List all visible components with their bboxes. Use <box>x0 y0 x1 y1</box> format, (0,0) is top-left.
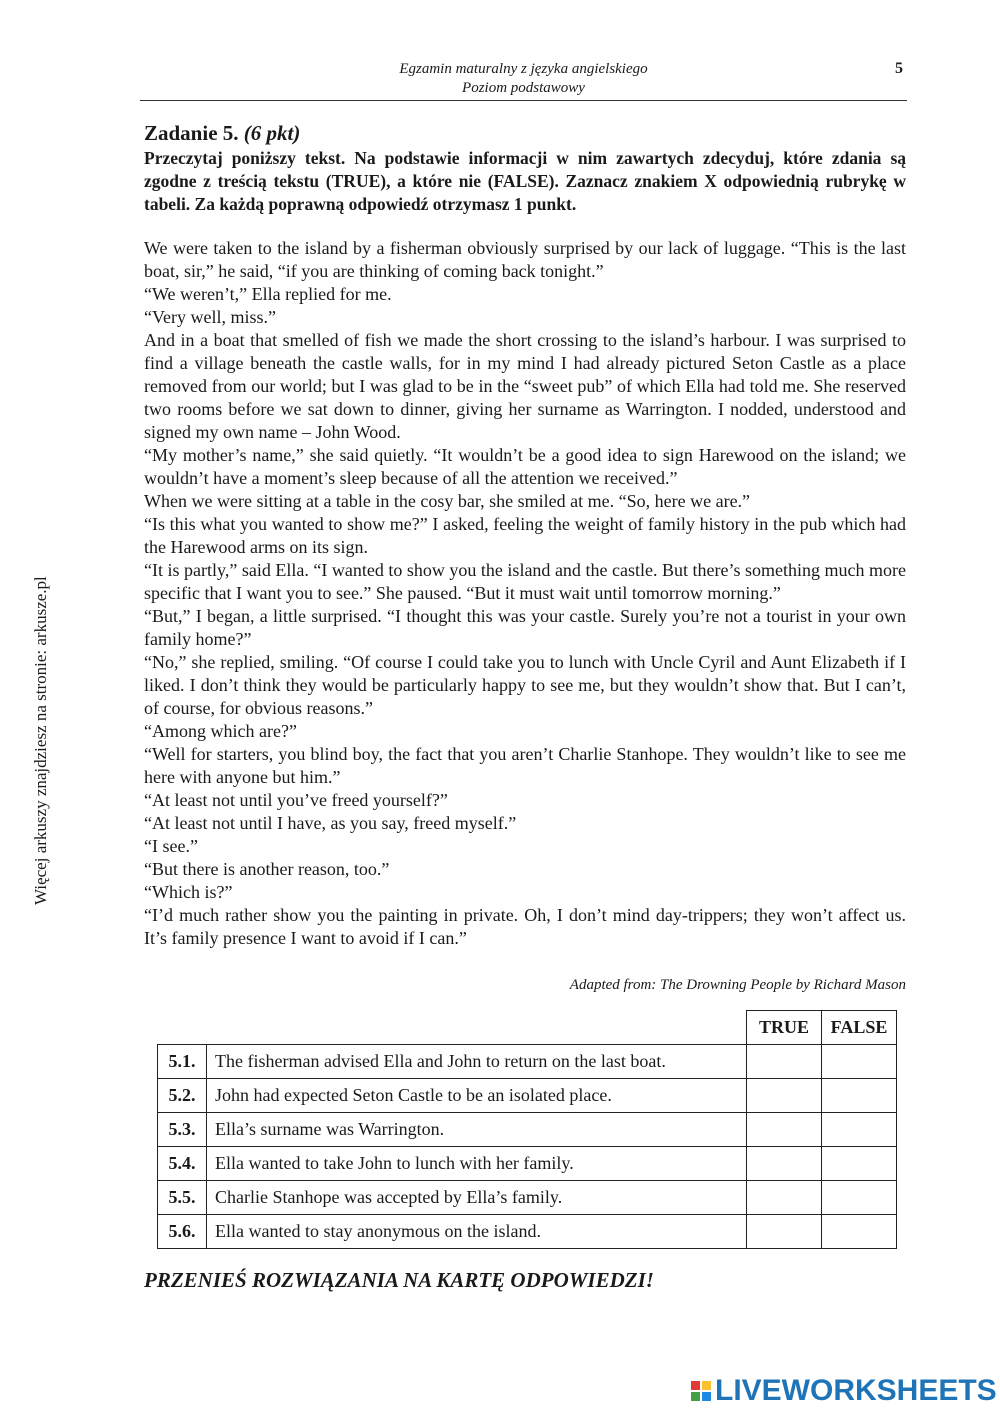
statement-text: Charlie Stanhope was accepted by Ella’s family. <box>207 1181 747 1215</box>
logo-block <box>691 1381 700 1390</box>
passage-paragraph: “I’d much rather show you the painting in private. Oh, I don’t mind day-trippers; they won’t affect us. It’s family presence I want to avoid if I can.” <box>144 905 906 948</box>
statement-number: 5.2. <box>158 1079 207 1113</box>
logo-block <box>702 1381 711 1390</box>
passage-paragraph: “It is partly,” said Ella. “I wanted to show you the island and the castle. But there’s something much more specific that I want you to see.” She paused. “But it must wait until tomorrow morning.” <box>144 560 906 603</box>
statement-number: 5.6. <box>158 1215 207 1249</box>
table-row <box>158 1215 897 1249</box>
passage-paragraph: “Well for starters, you blind boy, the fact that you aren’t Charlie Stanhope. They wouldn’t like to see me here with anyone but him.” <box>144 744 906 787</box>
task-points: (6 pkt) <box>243 121 301 145</box>
transfer-answers-note: PRZENIEŚ ROZWIĄZANIA NA KARTĘ ODPOWIEDZI! <box>144 1268 654 1292</box>
passage-paragraph: “But there is another reason, too.” <box>144 859 390 879</box>
false-answer-cell[interactable] <box>822 1113 897 1147</box>
task-title-text: Zadanie 5. <box>144 121 239 145</box>
passage-paragraph: And in a boat that smelled of fish we made the short crossing to the island’s harbour. I was surprised to find a village beneath the castle walls, for in my mind I had already pictured Seton Castle as a place removed from our world; but I was glad to be in the “sweet pub” of which Ella had told me. She reserved two rooms before we sat down to dinner, giving her surname as Warrington. I nodded, understood and signed my own name – John Wood. <box>144 330 906 442</box>
table-row <box>158 1045 897 1079</box>
passage-paragraph: “We weren’t,” Ella replied for me. <box>144 284 392 304</box>
side-note: Więcej arkuszy znajdziesz na stronie: arkusze.pl <box>31 576 50 905</box>
true-answer-cell[interactable] <box>747 1215 822 1249</box>
true-answer-cell[interactable] <box>747 1045 822 1079</box>
passage-paragraph: “But,” I began, a little surprised. “I thought this was your castle. Surely you’re not a tourist in your own family home?” <box>144 606 906 649</box>
table-header-row <box>158 1011 897 1045</box>
passage-paragraph: “At least not until I have, as you say, freed myself.” <box>144 813 517 833</box>
passage-paragraph: We were taken to the island by a fisherman obviously surprised by our lack of luggage. “This is the last boat, sir,” he said, “if you are thinking of coming back tonight.” <box>144 238 906 281</box>
table-row <box>158 1147 897 1181</box>
statement-text: John had expected Seton Castle to be an isolated place. <box>207 1079 747 1113</box>
false-answer-cell[interactable] <box>822 1215 897 1249</box>
task-instructions: Przeczytaj poniższy tekst. Na podstawie informacji w nim zawartych zdecyduj, które zdania są zgodne z treścią tekstu (TRUE), a które nie (FALSE). Zaznacz znakiem X odpowiednią rubrykę w tabeli. Za każdą poprawną odpowiedź otrzymasz 1 punkt. <box>144 148 906 214</box>
liveworksheets-logo[interactable] <box>691 1374 997 1408</box>
true-false-table <box>157 1010 897 1249</box>
passage-paragraph: When we were sitting at a table in the cosy bar, she smiled at me. “So, here we are.” <box>144 491 751 511</box>
source-citation: Adapted from: The Drowning People by Richard Mason <box>569 977 906 993</box>
true-answer-cell[interactable] <box>747 1079 822 1113</box>
passage-paragraph: “At least not until you’ve freed yourself?” <box>144 790 448 810</box>
false-answer-cell[interactable] <box>822 1181 897 1215</box>
passage-paragraph: “No,” she replied, smiling. “Of course I could take you to lunch with Uncle Cyril and Aunt Elizabeth if I liked. I don’t think they would be particularly happy to see me, but they wouldn’t show that. But I can’t, of course, for obvious reasons.” <box>144 652 906 718</box>
false-answer-cell[interactable] <box>822 1045 897 1079</box>
true-answer-cell[interactable] <box>747 1113 822 1147</box>
header-false: FALSE <box>822 1011 897 1045</box>
table-row <box>158 1079 897 1113</box>
statement-number: 5.5. <box>158 1181 207 1215</box>
header-true: TRUE <box>747 1011 822 1045</box>
true-answer-cell[interactable] <box>747 1181 822 1215</box>
statement-text: Ella wanted to stay anonymous on the island. <box>207 1215 747 1249</box>
statement-number: 5.4. <box>158 1147 207 1181</box>
statement-text: The fisherman advised Ella and John to return on the last boat. <box>207 1045 747 1079</box>
logo-block <box>691 1392 700 1401</box>
statement-number: 5.1. <box>158 1045 207 1079</box>
table-row <box>158 1181 897 1215</box>
exam-level: Poziom podstawowy <box>462 80 585 96</box>
exam-title: Egzamin maturalny z języka angielskiego <box>399 61 648 77</box>
task-title <box>144 121 300 146</box>
page-header <box>140 60 907 101</box>
table-row <box>158 1113 897 1147</box>
statement-text: Ella wanted to take John to lunch with her family. <box>207 1147 747 1181</box>
passage-paragraph: “Is this what you wanted to show me?” I asked, feeling the weight of family history in the pub which had the Harewood arms on its sign. <box>144 514 906 557</box>
logo-text: LIVEWORKSHEETS <box>715 1374 997 1407</box>
false-answer-cell[interactable] <box>822 1079 897 1113</box>
passage-paragraph: “Very well, miss.” <box>144 307 276 327</box>
passage-paragraph: “My mother’s name,” she said quietly. “It wouldn’t be a good idea to sign Harewood on the island; we wouldn’t have a moment’s sleep because of all the attention we received.” <box>144 445 906 488</box>
statement-number: 5.3. <box>158 1113 207 1147</box>
statement-text: Ella’s surname was Warrington. <box>207 1113 747 1147</box>
true-answer-cell[interactable] <box>747 1147 822 1181</box>
passage-paragraph: “Which is?” <box>144 882 233 902</box>
table-header-blank <box>158 1011 747 1045</box>
page-number: 5 <box>895 60 903 77</box>
logo-block <box>702 1392 711 1401</box>
reading-passage <box>144 237 906 950</box>
logo-blocks-icon <box>691 1381 711 1401</box>
false-answer-cell[interactable] <box>822 1147 897 1181</box>
passage-paragraph: “I see.” <box>144 836 198 856</box>
passage-paragraph: “Among which are?” <box>144 721 297 741</box>
